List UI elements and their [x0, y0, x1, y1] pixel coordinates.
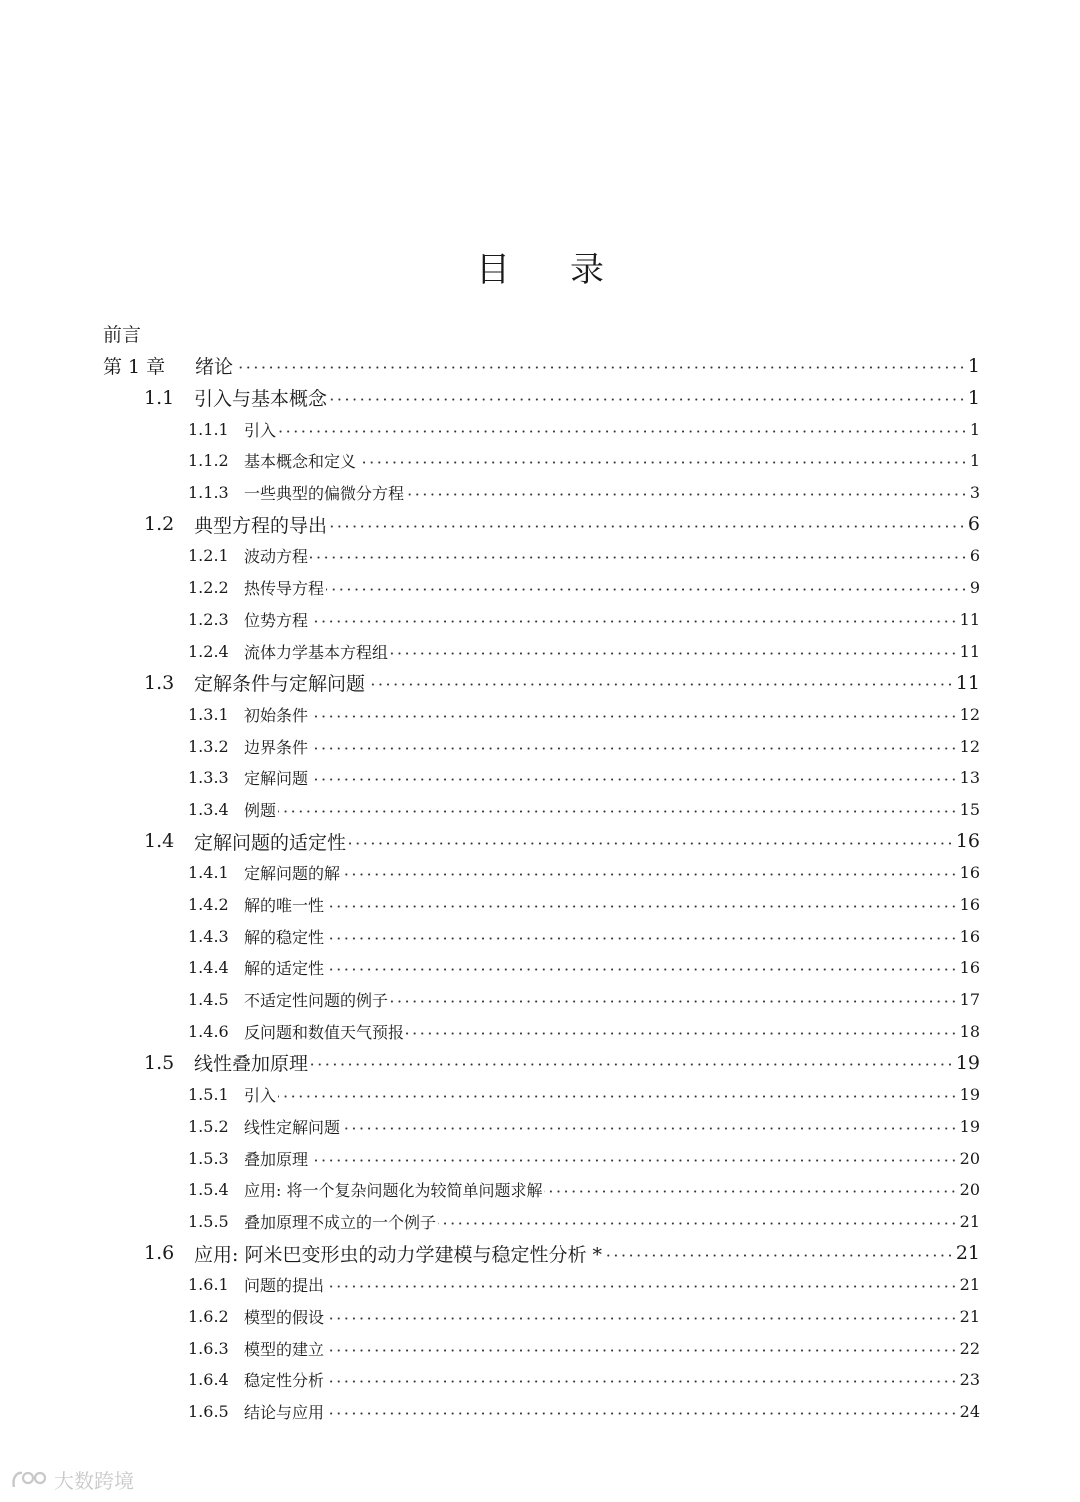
toc-entry-page: 19 [955, 1051, 980, 1074]
watermark [10, 1465, 134, 1494]
toc-leader-dots [310, 556, 968, 559]
toc-entry-number: 1.2.3 [188, 609, 229, 629]
toc-entry-sub[interactable] [0, 1332, 1080, 1364]
toc-leader-dots [235, 366, 966, 369]
toc-leader-dots [390, 652, 958, 655]
toc-leader-dots [326, 1349, 958, 1352]
toc-entry-sub[interactable] [0, 920, 1080, 952]
toc-entry-section[interactable] [0, 667, 1080, 699]
toc-entry-page: 21 [959, 1211, 980, 1231]
toc-entry-number: 1.6.2 [188, 1306, 229, 1326]
toc-leader-dots [329, 398, 966, 401]
toc-entry-sub[interactable] [0, 1206, 1080, 1238]
toc-entry-number: 1.3.1 [188, 704, 229, 724]
toc-entry-sub[interactable] [0, 1015, 1080, 1047]
toc-entry-page: 1 [969, 451, 980, 471]
toc-entry-number: 1.2 [144, 513, 175, 536]
toc-leader-dots [326, 1285, 958, 1288]
toc-entry-label: 模型的假设 [244, 1307, 325, 1327]
toc-entry-number: 1.4.5 [188, 990, 229, 1010]
toc-leader-dots [326, 937, 958, 940]
toc-entry-label: 结论与应用 [244, 1403, 325, 1423]
toc-entry-chapter[interactable] [0, 350, 1080, 382]
toc-entry-label: 解的适定性 [244, 959, 325, 979]
toc-entry-number: 1.3.2 [188, 736, 229, 756]
toc-entry-number: 1.5 [144, 1051, 175, 1074]
toc-entry-sub[interactable] [0, 984, 1080, 1016]
toc-entry-label: 例题 [244, 800, 277, 820]
toc-entry-page: 16 [959, 895, 980, 915]
toc-leader-dots [310, 747, 958, 750]
toc-entry-number: 1.4.1 [188, 863, 229, 883]
toc-entry-sub[interactable] [0, 1079, 1080, 1111]
toc-entry-label: 基本概念和定义 [244, 452, 357, 472]
toc-entry-sub[interactable] [0, 794, 1080, 826]
toc-leader-dots [406, 493, 968, 496]
toc-entry-number: 1.4.4 [188, 958, 229, 978]
toc-leader-dots [438, 1222, 958, 1225]
toc-entry-label: 初始条件 [244, 705, 309, 725]
toc-entry-number: 1.3.3 [188, 768, 229, 788]
toc-entry-sub[interactable] [0, 762, 1080, 794]
toc-leader-dots [310, 1159, 958, 1162]
toc-leader-dots [310, 778, 958, 781]
toc-entry-label: 绪论 [195, 356, 234, 379]
toc-entry-number: 1.4.6 [188, 1021, 229, 1041]
toc-entry-label: 引入 [244, 420, 277, 440]
toc-entry-page: 6 [969, 546, 980, 566]
toc-entry-section[interactable] [0, 825, 1080, 857]
toc-entry-sub[interactable] [0, 730, 1080, 762]
toc-entry-page: 17 [959, 990, 980, 1010]
toc-entry-number: 1.5.2 [188, 1116, 229, 1136]
toc-leader-dots [604, 1254, 954, 1257]
toc-entry-page: 1 [967, 354, 980, 377]
toc-entry-number: 第 1 章 [103, 356, 166, 379]
toc-entry-label: 定解问题的适定性 [194, 831, 347, 854]
toc-entry-page: 1 [967, 386, 980, 409]
toc-entry-label: 定解条件与定解问题 [194, 673, 366, 696]
toc-leader-dots [310, 715, 958, 718]
toc-entry-label: 一些典型的偏微分方程 [244, 484, 405, 504]
toc-entry-label: 反问题和数值天气预报 [244, 1022, 405, 1042]
toc-leader-dots [278, 1095, 958, 1098]
toc-entry-label: 位势方程 [244, 610, 309, 630]
toc-leader-dots [326, 905, 958, 908]
toc-preface: 前言 [103, 324, 142, 346]
toc-entry-page: 16 [959, 958, 980, 978]
toc-entry-sub[interactable] [0, 445, 1080, 477]
toc-leader-dots [390, 1000, 958, 1003]
toc-entry-sub[interactable] [0, 1301, 1080, 1333]
toc-entry-sub[interactable] [0, 1364, 1080, 1396]
toc-entry-page: 21 [955, 1242, 980, 1265]
toc-entry-label: 应用: 阿米巴变形虫的动力学建模与稳定性分析 * [194, 1243, 602, 1266]
toc-entry-label: 解的稳定性 [244, 927, 325, 947]
toc-entry-label: 线性定解问题 [244, 1117, 341, 1137]
toc-leader-dots [326, 968, 958, 971]
toc-entry-label: 流体力学基本方程组 [244, 642, 389, 662]
toc-leader-dots [406, 1032, 958, 1035]
toc-entry-sub[interactable] [0, 540, 1080, 572]
toc-entry-sub[interactable] [0, 604, 1080, 636]
toc-entry-label: 叠加原理 [244, 1149, 309, 1169]
toc-leader-dots [278, 430, 968, 433]
toc-entry-page: 22 [959, 1338, 980, 1358]
toc-entry-page: 16 [959, 926, 980, 946]
toc-entry-label: 叠加原理不成立的一个例子 [244, 1212, 437, 1232]
toc-entry-page: 21 [959, 1275, 980, 1295]
toc-entry-page: 12 [959, 736, 980, 756]
toc-entry-page: 24 [959, 1402, 980, 1422]
watermark-text: 大数跨境 [54, 1469, 134, 1493]
toc-entry-number: 1.3 [144, 671, 175, 694]
toc-entry-number: 1.6.3 [188, 1338, 229, 1358]
toc-entry-number: 1.4.3 [188, 926, 229, 946]
toc-entry-page: 6 [967, 513, 980, 536]
toc-entry-number: 1.6.1 [188, 1275, 229, 1295]
toc-entry-sub[interactable] [0, 952, 1080, 984]
toc-leader-dots [278, 810, 958, 813]
toc-list [0, 350, 1080, 1427]
toc-entry-label: 引入与基本概念 [194, 388, 328, 411]
toc-entry-label: 模型的建立 [244, 1339, 325, 1359]
toc-entry-label: 引入 [244, 1086, 277, 1106]
toc-leader-dots [326, 1317, 958, 1320]
toc-leader-dots [326, 588, 968, 591]
toc-entry-label: 解的唯一性 [244, 896, 325, 916]
toc-entry-number: 1.4.2 [188, 895, 229, 915]
toc-leader-dots [544, 1190, 957, 1193]
toc-entry-page: 12 [959, 704, 980, 724]
toc-leader-dots [342, 1127, 958, 1130]
toc-entry-sub[interactable] [0, 1269, 1080, 1301]
toc-entry-label: 问题的提出 [244, 1276, 325, 1296]
toc-entry-page: 18 [959, 1021, 980, 1041]
toc-entry-page: 11 [955, 671, 980, 694]
toc-entry-sub[interactable] [0, 1396, 1080, 1428]
toc-leader-dots [367, 683, 954, 686]
toc-entry-sub[interactable] [0, 413, 1080, 445]
toc-entry-page: 16 [955, 830, 980, 853]
toc-entry-sub[interactable] [0, 699, 1080, 731]
toc-entry-number: 1.5.3 [188, 1148, 229, 1168]
watermark-logo-icon [10, 1469, 50, 1491]
toc-entry-label: 典型方程的导出 [194, 514, 328, 537]
toc-entry-section[interactable] [0, 1047, 1080, 1079]
toc-entry-number: 1.6.5 [188, 1402, 229, 1422]
toc-leader-dots [310, 1063, 954, 1066]
toc-entry-label: 应用: 将一个复杂问题化为较简单问题求解 [244, 1181, 543, 1201]
toc-entry-label: 波动方程 [244, 547, 309, 567]
toc-entry-label: 定解问题的解 [244, 864, 341, 884]
toc-entry-number: 1.2.4 [188, 641, 229, 661]
toc-entry-sub[interactable] [0, 857, 1080, 889]
toc-entry-number: 1.1.2 [188, 451, 229, 471]
toc-title-char-1: 目 [476, 250, 510, 290]
toc-entry-label: 定解问题 [244, 769, 309, 789]
toc-entry-page: 23 [959, 1370, 980, 1390]
toc-entry-number: 1.4 [144, 830, 175, 853]
toc-entry-number: 1.3.4 [188, 799, 229, 819]
toc-entry-sub[interactable] [0, 889, 1080, 921]
toc-entry-sub[interactable] [0, 635, 1080, 667]
toc-entry-label: 热传导方程 [244, 579, 325, 599]
toc-title-char-2: 录 [570, 250, 604, 290]
toc-entry-page: 1 [969, 419, 980, 439]
toc-entry-page: 13 [959, 768, 980, 788]
toc-entry-section[interactable] [0, 1237, 1080, 1269]
toc-leader-dots [358, 461, 968, 464]
toc-leader-dots [329, 525, 966, 528]
toc-entry-page: 21 [959, 1306, 980, 1326]
toc-entry-page: 11 [959, 641, 980, 661]
toc-leader-dots [348, 842, 954, 845]
toc-entry-number: 1.5.5 [188, 1211, 229, 1231]
toc-entry-number: 1.6 [144, 1242, 175, 1265]
toc-leader-dots [326, 1380, 958, 1383]
toc-entry-label: 边界条件 [244, 737, 309, 757]
toc-entry-label: 不适定性问题的例子 [244, 991, 389, 1011]
toc-leader-dots [342, 873, 958, 876]
toc-entry-sub[interactable] [0, 1174, 1080, 1206]
toc-entry-page: 16 [959, 863, 980, 883]
toc-entry-page: 11 [959, 609, 980, 629]
toc-entry-page: 19 [959, 1085, 980, 1105]
toc-entry-sub[interactable] [0, 477, 1080, 509]
toc-entry-page: 20 [959, 1148, 980, 1168]
toc-entry-section[interactable] [0, 508, 1080, 540]
toc-entry-label: 稳定性分析 [244, 1371, 325, 1391]
toc-entry-page: 3 [969, 483, 980, 503]
toc-entry-number: 1.6.4 [188, 1370, 229, 1390]
toc-leader-dots [310, 620, 958, 623]
toc-entry-number: 1.2.1 [188, 546, 229, 566]
toc-entry-number: 1.5.4 [188, 1180, 229, 1200]
toc-entry-section[interactable] [0, 382, 1080, 414]
toc-entry-sub[interactable] [0, 1111, 1080, 1143]
toc-title [0, 242, 1080, 291]
toc-entry-sub[interactable] [0, 572, 1080, 604]
toc-entry-page: 19 [959, 1116, 980, 1136]
toc-entry-number: 1.1.1 [188, 419, 229, 439]
toc-entry-page: 15 [959, 799, 980, 819]
toc-entry-number: 1.1 [144, 386, 175, 409]
toc-entry-number: 1.1.3 [188, 483, 229, 503]
toc-entry-page: 9 [969, 578, 980, 598]
toc-entry-number: 1.2.2 [188, 578, 229, 598]
toc-entry-page: 20 [959, 1180, 980, 1200]
toc-leader-dots [326, 1412, 958, 1415]
toc-entry-label: 线性叠加原理 [194, 1053, 309, 1076]
toc-entry-sub[interactable] [0, 1142, 1080, 1174]
toc-entry-number: 1.5.1 [188, 1085, 229, 1105]
